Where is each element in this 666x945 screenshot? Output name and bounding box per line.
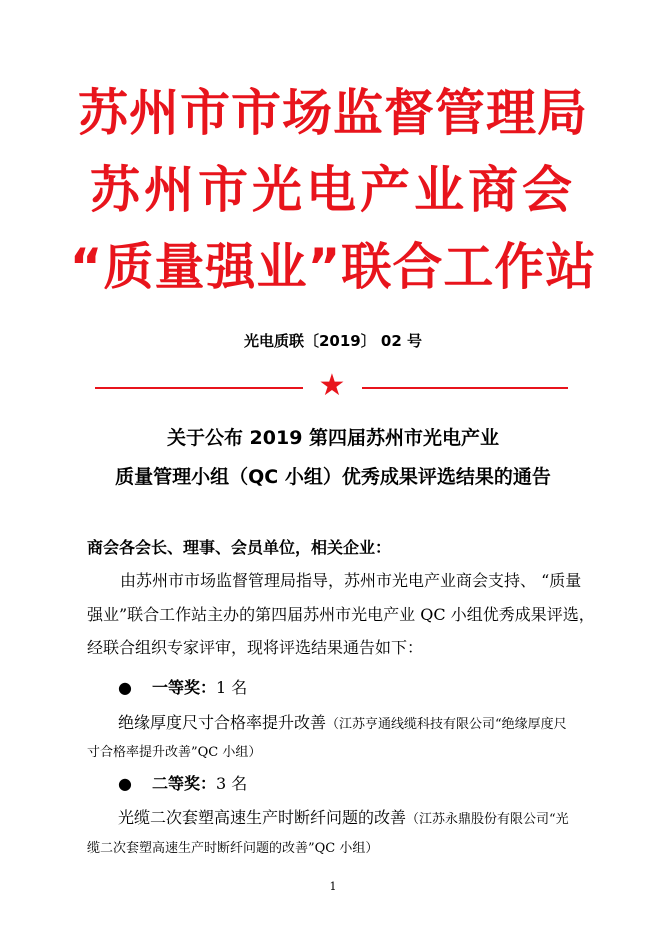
star-icon: ★ (318, 368, 346, 403)
bullet-icon: ● (118, 774, 132, 793)
bullet-icon: ● (118, 678, 132, 697)
award-heading (118, 677, 618, 699)
award-heading (118, 773, 618, 795)
award-label: 一等奖： (152, 678, 217, 697)
award-label: 二等奖： (152, 774, 217, 793)
intro-line-3: 经联合组织专家评审，现将评选结果通告如下： (87, 638, 424, 657)
intro-line-1: 由苏州市市场监督管理局指导，苏州市光电产业商会支持、 “质量 (120, 571, 582, 590)
award-item-line-1 (118, 807, 618, 831)
intro-line-2: 强业”联合工作站主办的第四届苏州市光电产业 QC 小组优秀成果评选， (87, 605, 595, 624)
award-item-detail: （江苏亨通线缆科技有限公司“绝缘厚度尺 (326, 717, 567, 732)
award-count: 1 名 (216, 678, 248, 697)
notice-title-line-1: 关于公布 2019 第四届苏州市光电产业 (166, 427, 500, 449)
issuer-line-1: 苏州市市场监督管理局 (78, 84, 588, 142)
award-item-title: 绝缘厚度尺寸合格率提升改善 (118, 713, 327, 732)
document-number: 光电质联〔2019〕 02 号 (243, 332, 423, 350)
page-number: 1 (329, 880, 337, 893)
issuer-line-2: 苏州市光电产业商会 (90, 161, 576, 219)
salutation: 商会各会长、理事、会员单位，相关企业： (87, 538, 392, 557)
separator-line-left (95, 387, 303, 389)
notice-title-line-2: 质量管理小组（QC 小组）优秀成果评选结果的通告 (115, 466, 551, 488)
award-item-line-2: 缆二次套塑高速生产时断纤问题的改善”QC 小组） (87, 841, 379, 856)
award-item-detail: （江苏永鼎股份有限公司“光 (406, 812, 569, 827)
award-item-line-1 (118, 712, 618, 736)
award-item-line-2: 寸合格率提升改善”QC 小组） (87, 745, 262, 760)
award-count: 3 名 (216, 774, 248, 793)
separator-line-right (362, 387, 568, 389)
award-item-title: 光缆二次套塑高速生产时断纤问题的改善 (118, 808, 407, 827)
issuer-line-3: “质量强业”联合工作站 (69, 238, 597, 296)
